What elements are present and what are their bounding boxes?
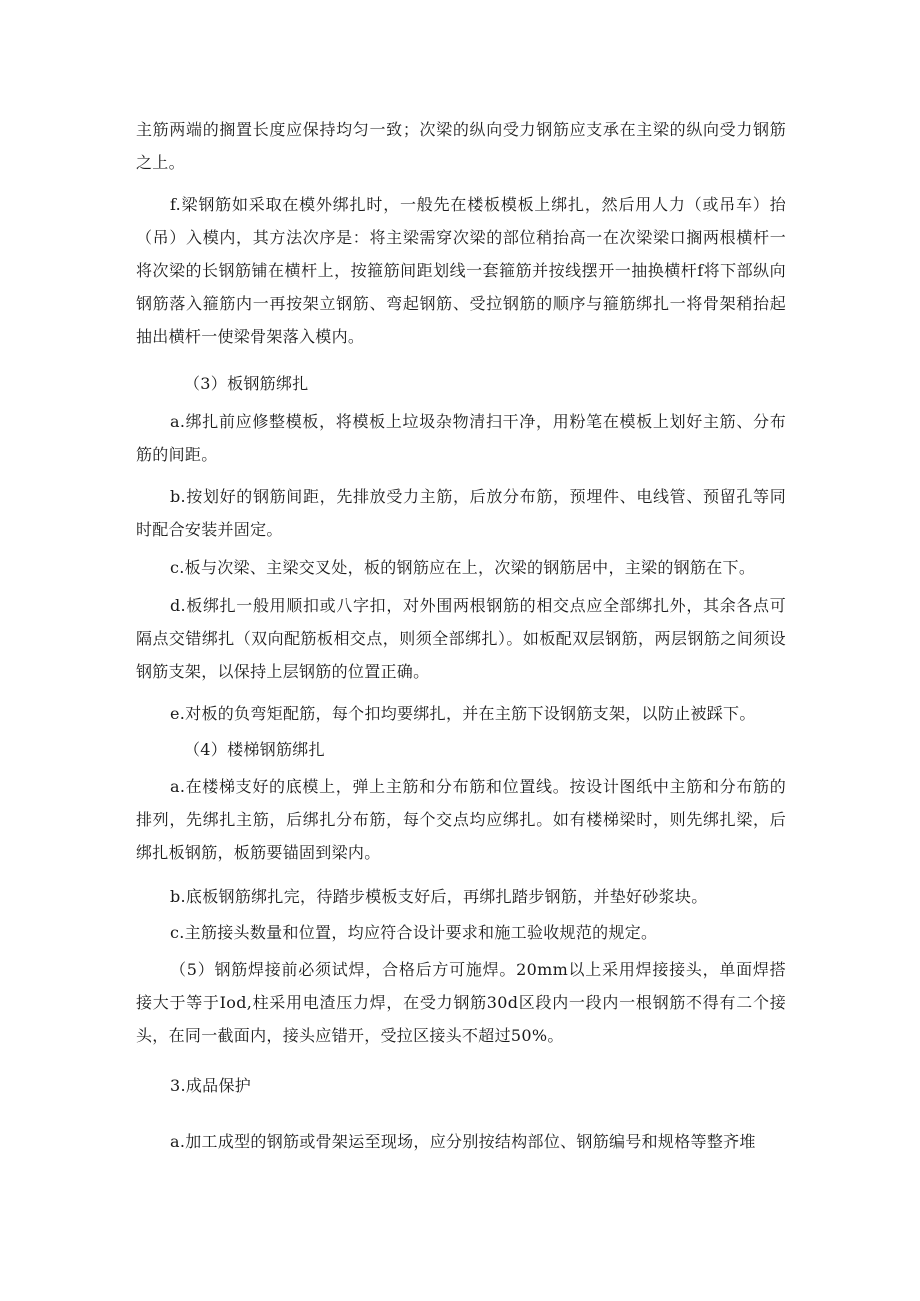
paragraph-continuation: 主筋两端的搁置长度应保持均匀一致；次梁的纵向受力钢筋应支承在主梁的纵向受力钢筋之上。 [136,120,786,172]
paragraph-slab-e: e.对板的负弯矩配筋，每个扣均要绑扎，并在主筋下设钢筋支架，以防止被踩下。 [170,704,756,723]
paragraph-slab-b: b.按划好的钢筋间距，先排放受力主筋，后放分布筋，预埋件、电线管、预留孔等同时配合安装并固定。 [136,487,786,539]
paragraph-slab-c: c.板与次梁、主梁交叉处，板的钢筋应在上，次梁的钢筋居中，主梁的钢筋在下。 [170,558,756,577]
paragraph-slab-d: d.板绑扎一般用顺扣或八字扣，对外围两根钢筋的相交点应全部绑扎外，其余各点可隔点交错绑扎（双向配筋板相交点，则须全部绑扎）。如板配双层钢筋，两层钢筋之间须设钢筋支架，以保持上层钢筋的位置正确。 [136,596,786,681]
heading-stair-rebar: （4）楼梯钢筋绑扎 [184,740,325,759]
paragraph-stair-c: c.主筋接头数量和位置，均应符合设计要求和施工验收规范的规定。 [170,923,658,942]
heading-product-protection: 3.成品保护 [170,1076,252,1095]
heading-slab-rebar: （3）板钢筋绑扎 [184,374,309,393]
paragraph-slab-a: a.绑扎前应修整模板，将模板上垃圾杂物清扫干净，用粉笔在模板上划好主筋、分布筋的间距。 [136,412,786,464]
paragraph-welding: （5）钢筋焊接前必须试焊，合格后方可施焊。20mm以上采用焊接接头，单面焊搭接大于等于Iod,柱采用电渣压力焊，在受力钢筋30d区段内一段内一根钢筋不得有二个接头，在同一截面内，接头应错开，受拉区接头不超过50%。 [136,960,786,1045]
paragraph-protection-a: a.加工成型的钢筋或骨架运至现场，应分别按结构部位、钢筋编号和规格等整齐堆 [170,1132,756,1151]
paragraph-stair-b: b.底板钢筋绑扎完，待踏步模板支好后，再绑扎踏步钢筋，并垫好砂浆块。 [170,887,708,906]
paragraph-stair-a: a.在楼梯支好的底模上，弹上主筋和分布筋和位置线。按设计图纸中主筋和分布筋的排列，先绑扎主筋，后绑扎分布筋，每个交点均应绑扎。如有楼梯梁时，则先绑扎梁，后绑扎板钢筋，板筋要锚固到梁内。 [136,777,786,862]
paragraph-f-beam-binding: f.梁钢筋如采取在模外绑扎时，一般先在楼板模板上绑扎，然后用人力（或吊车）抬（吊）入模内，其方法次序是：将主梁需穿次梁的部位稍抬高一在次梁梁口搁两根横杆一将次梁的长钢筋铺在横杆上，按箍筋间距划线一套箍筋并按线摆开一抽换横杆f将下部纵向钢筋落入箍筋内一再按架立钢筋、弯起钢筋、受拉钢筋的顺序与箍筋绑扎一将骨架稍抬起抽出横杆一使梁骨架落入模内。 [136,195,786,346]
